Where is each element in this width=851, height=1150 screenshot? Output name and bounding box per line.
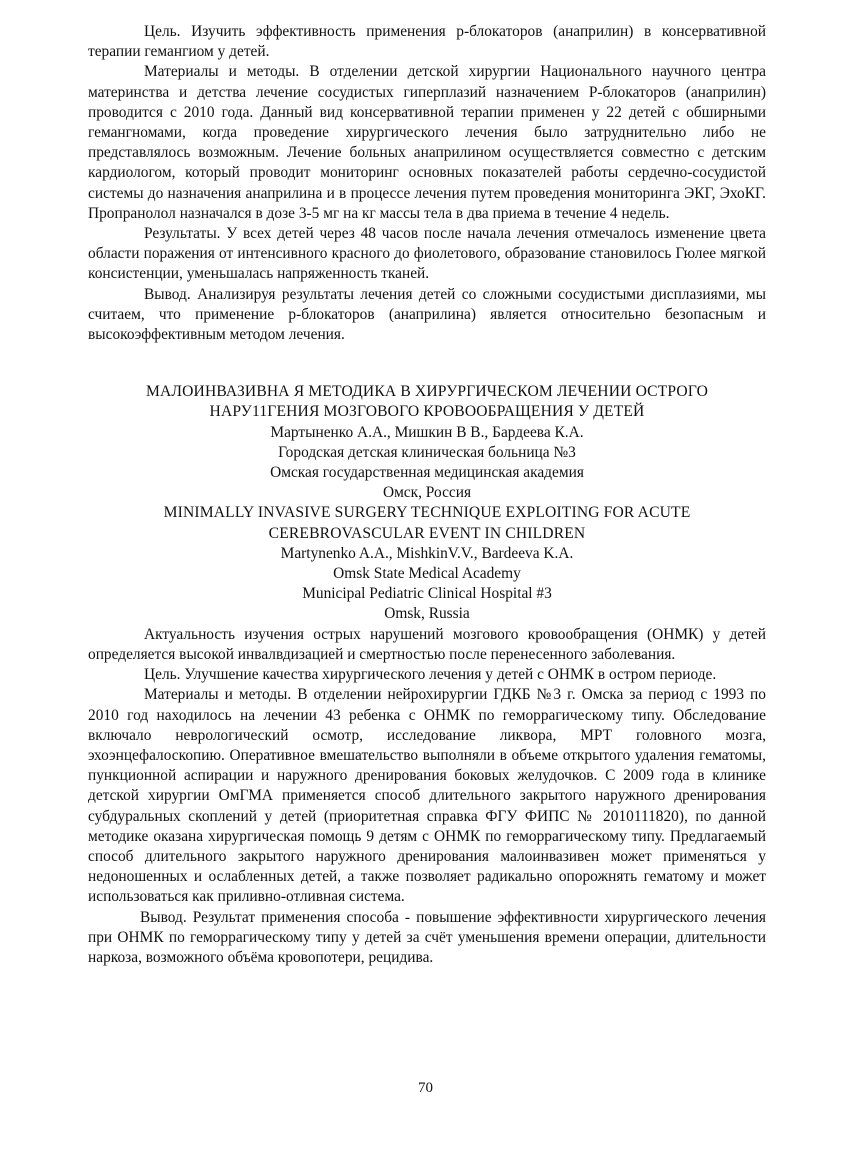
affiliation-ru-2: Омская государственная медицинская академия xyxy=(270,464,584,482)
paragraph-methods-2: Материалы и методы. В отделении нейрохирургии ГДКБ №3 г. Омска за период с 1993 по 2010 год находилось на лечении 43 ребенка с ОНМК по геморрагическому типу. Обследование включало неврологический осмотр, исследование ликвора, МРТ головного мозга, эхоэнцефалоскопию. Оперативное вмешательство выполняли в объеме открытого удаления гематомы, пункционной аспирации и наружного дренирования боковых желудочков. С 2009 года в клинике детской хирургии ОмГМА применяется способ длительного закрытого наружного дренирования субдуральных скоплений у детей (приоритетная справка ФГУ ФИПС № 2010111820), по данной методике оказана хирургическая помощь 9 детям с ОНМК по геморрагическому типу. Предлагаемый способ длительного закрытого наружного дренирования малоинвазивен может применяться у недоношенных и ослабленных детей, а также позволяет радикально опорожнять гематому и может использоваться как приливно-отливная система. xyxy=(88,686,766,906)
affiliation-ru-1: Городская детская клиническая больница №3 xyxy=(278,443,576,461)
article-title-en-line2: CEREBROVASCULAR EVENT IN CHILDREN xyxy=(268,524,586,542)
affiliation-en-2: Municipal Pediatric Clinical Hospital #3 xyxy=(302,585,552,603)
affiliation-en-1: Omsk State Medical Academy xyxy=(333,565,521,583)
city-ru: Омск, Россия xyxy=(382,484,472,502)
paragraph-methods-1: Материалы и методы. В отделении детской хирургии Национального научного центра материнства и детства лечение сосудистых гиперплазий назначением Р-блокаторов (анаприлин) проводится с 2010 года. Данный вид консервативной терапии применен у 22 детей с обширными гемангномами, когда проведение хирургического лечения было затруднительно либо не представлялось возможным. Лечение больных анаприлином осуществляется совместно с детским кардиологом, который проводит мониторинг основных показателей работы сердечно-сосудистой системы до назначения анаприлина и в процессе лечения путем проведения мониторинга ЭКГ, ЭхоКГ. Пропранолол назначался в дозе 3-5 мг на кг массы тела в два приема в течение 4 недель. xyxy=(88,63,766,222)
city-en: Omsk, Russia xyxy=(384,605,470,623)
article-title-ru-line1: МАЛОИНВАЗИВНА Я МЕТОДИКА В ХИРУРГИЧЕСКОМ ЛЕЧЕНИИ ОСТРОГО xyxy=(145,383,709,401)
paragraph-aim-1: Цель. Изучить эффективность применения р-блокаторов (анаприлин) в консервативной терапии гемангиом у детей. xyxy=(88,23,766,61)
article-title-en-line1: MINIMALLY INVASIVE SURGERY TECHNIQUE EXPLOITING FOR ACUTE xyxy=(163,504,691,522)
authors-ru: Мартыненко А.А., Мишкин В В., Бардеева К.А. xyxy=(270,423,584,441)
paragraph-aim-2: Цель. Улучшение качества хирургического лечения у детей с ОНМК в остром периоде. xyxy=(144,666,717,684)
page-number: 70 xyxy=(418,1080,433,1096)
article-title-ru-line2: НАРУ11ГЕНИЯ МОЗГОВОГО КРОВООБРАЩЕНИЯ У ДЕТЕЙ xyxy=(209,403,645,421)
document-page xyxy=(88,22,766,968)
section-gap xyxy=(88,345,766,382)
paragraph-conclusion-2: Вывод. Результат применения способа - повышение эффективности хирургического лечения при ОНМК по геморрагическому типу у детей за счёт уменьшения времени операции, длительности наркоза, возможного объёма кровопотери, рецидива. xyxy=(88,908,766,966)
paragraph-conclusion-1: Вывод. Анализируя результаты лечения детей со сложными сосудистыми дисплазиями, мы считаем, что применение р-блокаторов (анаприлина) является относительно безопасным и высокоэффективным методом лечения. xyxy=(88,285,766,344)
paragraph-results-1: Результаты. У всех детей через 48 часов после начала лечения отмечалось изменение цвета области поражения от интенсивного красного до фиолетового, образование становилось Гюлее мягкой консистенции, уменьшалась напряженность тканей. xyxy=(88,225,766,283)
article-title-ru xyxy=(88,382,766,422)
authors-en: Martynenko A.A., MishkinV.V., Bardeeva K.A. xyxy=(280,544,574,562)
article-title-en xyxy=(88,503,766,543)
paragraph-relevance-2: Актуальность изучения острых нарушений мозгового кровообращения (ОНМК) у детей определяется высокой инвалвдизацией и смертностью после перенесенного заболевания. xyxy=(88,625,766,663)
